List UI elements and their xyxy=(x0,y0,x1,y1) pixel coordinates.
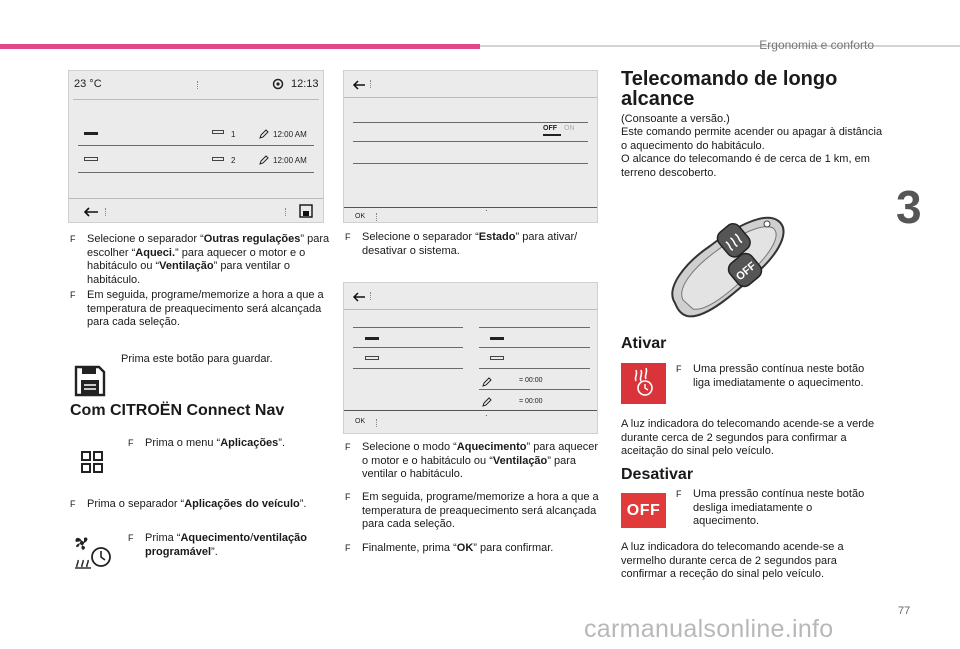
divider-icon xyxy=(370,292,373,300)
header-rule xyxy=(480,45,960,47)
temperature-readout: 23 °C xyxy=(74,78,102,90)
intro-range: O alcance do telecomando é de cerca de 1 km, em terreno descoberto. xyxy=(621,153,870,179)
ok-button[interactable]: OK xyxy=(355,213,366,220)
divider xyxy=(479,389,590,390)
instruction-bullet: F Em seguida, programe/memorize a hora a que a temperatura de preaquecimento será alcançada para cada seleção. xyxy=(70,289,324,328)
page-title: Telecomando de longo alcance xyxy=(621,68,838,110)
toggle-on-label[interactable]: ON xyxy=(564,125,575,132)
save-icon[interactable] xyxy=(299,204,313,218)
instruction-bullet: F Prima “Aquecimento/ventilação programável”. xyxy=(128,532,308,558)
divider xyxy=(344,207,597,208)
section-title: Ergonomia e conforto xyxy=(759,38,874,52)
save-icon xyxy=(73,364,107,398)
watermark: carmanualsonline.info xyxy=(584,615,834,643)
heating-off-icon: OFF xyxy=(621,493,666,528)
instruction-bullet: F Selecione o modo “Aquecimento” para aquecer o motor e o habitáculo ou “Ventilação” para ventilar o habitáculo. xyxy=(345,441,599,480)
bullet-marker: F xyxy=(70,234,76,244)
divider-icon xyxy=(370,80,373,88)
instruction-bullet: F Em seguida, programe/memorize a hora a que a temperatura de preaquecimento será alcançada para cada seleção. xyxy=(345,491,599,530)
divider xyxy=(353,347,463,348)
applications-icon xyxy=(80,450,104,474)
section-heading-ativar: Ativar xyxy=(621,335,667,352)
period-icon xyxy=(212,157,224,161)
slot-time[interactable]: 12:00 AM xyxy=(273,130,307,139)
instruction-bullet: F Selecione o separador “Outras regulações” para escolher “Aqueci.” para aquecer o motor e o habitáculo ou “Ventilação” para ventilar o habitáculo. xyxy=(70,233,330,286)
ok-button[interactable]: OK xyxy=(355,418,366,425)
toggle-off-label[interactable]: OFF xyxy=(543,125,557,132)
slot-time[interactable]: 12:00 AM xyxy=(273,156,307,165)
instruction-bullet: F Prima o menu “Aplicações”. xyxy=(128,437,286,449)
section-heading: Com CITROËN Connect Nav xyxy=(70,402,285,419)
pencil-icon[interactable] xyxy=(259,129,269,139)
clock-readout: 12:13 xyxy=(291,78,319,90)
pencil-icon[interactable] xyxy=(259,155,269,165)
divider xyxy=(78,145,314,146)
divider xyxy=(353,327,463,328)
screen-status xyxy=(343,70,598,223)
divider-icon xyxy=(285,208,288,216)
remote-control-icon xyxy=(665,208,795,326)
divider-icon xyxy=(197,81,200,89)
back-arrow-icon[interactable] xyxy=(352,291,366,303)
slot-number: 2 xyxy=(231,156,236,165)
instruction-bullet: F Uma pressão contínua neste botão liga imediatamente o aquecimento. xyxy=(676,363,865,389)
divider-icon xyxy=(376,213,379,221)
save-instruction: Prima este botão para guardar. xyxy=(121,353,273,365)
instruction-bullet: F Finalmente, prima “OK” para confirmar. xyxy=(345,542,554,554)
dot-icon: · xyxy=(485,206,488,215)
divider xyxy=(353,141,588,142)
header-accent-bar xyxy=(0,44,480,49)
divider xyxy=(353,368,463,369)
divider xyxy=(479,347,590,348)
divider xyxy=(353,122,588,123)
pencil-icon[interactable] xyxy=(482,397,492,407)
intro-note: (Consoante a versão.) xyxy=(621,113,730,125)
screen-mode xyxy=(343,282,598,434)
heating-mode-icon[interactable] xyxy=(490,337,504,340)
section-heading-desativar: Desativar xyxy=(621,466,694,483)
divider xyxy=(479,368,590,369)
desativar-explanation: A luz indicadora do telecomando acende-se a vermelho durante cerca de 2 segundos para confirmar a receção do sinal pelo veículo. xyxy=(621,541,844,580)
divider xyxy=(73,99,319,100)
dot-icon: · xyxy=(485,411,488,420)
ventilation-mode-icon[interactable] xyxy=(365,356,379,360)
remote-off-label: OFF xyxy=(734,259,759,284)
toggle-indicator xyxy=(543,134,561,136)
time-value[interactable]: = 00:00 xyxy=(519,377,543,384)
divider xyxy=(344,309,597,310)
instruction-bullet: F Uma pressão contínua neste botão desliga imediatamente o aquecimento. xyxy=(676,488,865,527)
divider xyxy=(479,327,590,328)
slot-number: 1 xyxy=(231,130,236,139)
instruction-bullet: F Prima o separador “Aplicações do veículo”. xyxy=(70,498,307,510)
back-arrow-icon[interactable] xyxy=(352,79,366,91)
ventilation-mode-icon xyxy=(84,157,98,161)
page-number: 77 xyxy=(898,605,911,617)
intro-text: Este comando permite acender ou apagar à distância o aquecimento do habitáculo. xyxy=(621,126,883,152)
divider xyxy=(344,97,597,98)
period-icon xyxy=(212,130,224,134)
screen-settings-1 xyxy=(68,70,324,223)
divider xyxy=(69,198,323,199)
heating-on-icon xyxy=(621,363,666,404)
divider-icon xyxy=(105,208,108,216)
gear-icon xyxy=(271,77,285,91)
ventilation-mode-icon[interactable] xyxy=(490,356,504,360)
ativar-explanation: A luz indicadora do telecomando acende-se a verde durante cerca de 2 segundos para confirmar a aceitação do sinal pelo veículo. xyxy=(621,418,875,457)
divider xyxy=(78,172,314,173)
instruction-bullet: F Selecione o separador “Estado” para ativar/ desativar o sistema. xyxy=(345,231,578,257)
heating-ventilation-icon xyxy=(72,533,114,571)
divider xyxy=(344,410,597,411)
heating-mode-icon[interactable] xyxy=(365,337,379,340)
heating-mode-icon xyxy=(84,132,98,135)
back-arrow-icon[interactable] xyxy=(83,206,99,218)
time-value[interactable]: = 00:00 xyxy=(519,398,543,405)
chapter-number: 3 xyxy=(896,181,922,233)
divider-icon xyxy=(376,419,379,427)
pencil-icon[interactable] xyxy=(482,377,492,387)
divider xyxy=(353,163,588,164)
